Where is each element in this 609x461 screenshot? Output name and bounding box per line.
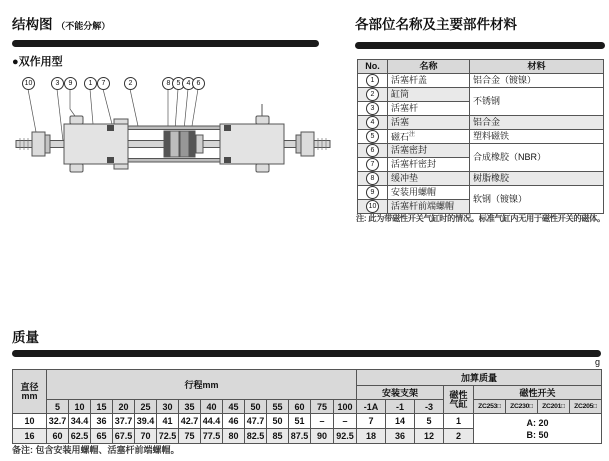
mass-value: 34.4 xyxy=(69,414,91,429)
part-no-1: 1 xyxy=(366,74,379,87)
part-no-3: 3 xyxy=(366,102,379,115)
cylinder-cross-section-diagram xyxy=(8,74,343,196)
switch-col-zc201: ZC201□ xyxy=(538,400,570,414)
table-row xyxy=(358,116,604,130)
cylinder-drawing xyxy=(8,74,343,196)
mass-value: 75 xyxy=(179,429,201,444)
part-material-9-10: 软钢（镀镍） xyxy=(470,186,604,214)
parts-material-table xyxy=(357,59,604,214)
part-name-4: 活塞 xyxy=(388,116,470,130)
stroke-col-20: 20 xyxy=(113,400,135,414)
parts-section-title xyxy=(355,13,517,33)
balloon-8: 8 xyxy=(162,77,175,90)
mass-value: 36 xyxy=(91,414,113,429)
mass-value: 87.5 xyxy=(289,429,311,444)
mass-unit-label: g xyxy=(594,357,600,367)
parts-header-row xyxy=(358,60,604,74)
stroke-col-10: 10 xyxy=(69,400,91,414)
part-name-10: 活塞杆前端螺帽 xyxy=(388,200,470,214)
mass-value: 80 xyxy=(223,429,245,444)
stroke-col-35: 35 xyxy=(179,400,201,414)
bracket-mass-value: 12 xyxy=(415,429,444,444)
balloon-9: 9 xyxy=(64,77,77,90)
mass-header-row-3 xyxy=(13,400,602,414)
stroke-col-55: 55 xyxy=(267,400,289,414)
stroke-col-5: 5 xyxy=(47,400,69,414)
part-name-3: 活塞杆 xyxy=(388,102,470,116)
bracket-mass-value: 5 xyxy=(415,414,444,429)
magnet-mass-value: 1 xyxy=(444,414,474,429)
mass-value: 32.7 xyxy=(47,414,69,429)
part-name-7: 活塞杆密封 xyxy=(388,158,470,172)
diameter-value: 16 xyxy=(13,429,47,444)
bracket-header: 安装支架 xyxy=(357,386,444,400)
mass-value: 67.5 xyxy=(113,429,135,444)
mass-title-text: 质量 xyxy=(12,330,39,345)
parts-col-material: 材料 xyxy=(470,60,604,74)
part-material-8: 树脂橡胶 xyxy=(470,172,604,186)
part-material-5: 塑料磁铁 xyxy=(470,130,604,144)
bracket-col-1: -1 xyxy=(386,400,415,414)
mass-value: 90 xyxy=(311,429,334,444)
bracket-mass-value: 36 xyxy=(386,429,415,444)
stroke-col-30: 30 xyxy=(157,400,179,414)
structure-title-bar xyxy=(12,40,319,47)
stroke-col-100: 100 xyxy=(334,400,357,414)
parts-table-note: 注: 此为带磁性开关气缸时的情况。标准气缸内无用于磁性开关的磁体。 xyxy=(356,214,605,223)
mass-value: 92.5 xyxy=(334,429,357,444)
bracket-mass-value: 7 xyxy=(357,414,386,429)
table-row xyxy=(358,130,604,144)
mass-value: 85 xyxy=(267,429,289,444)
stroke-col-15: 15 xyxy=(91,400,113,414)
structure-title-note: （不能分解） xyxy=(56,21,111,31)
mass-value: 50 xyxy=(267,414,289,429)
double-acting-type-label: ●双作用型 xyxy=(12,56,63,68)
mass-value: 82.5 xyxy=(245,429,267,444)
added-mass-header: 加算质量 xyxy=(357,370,602,386)
mass-value: 65 xyxy=(91,429,113,444)
switch-mass-values xyxy=(474,414,602,444)
mass-value: 47.7 xyxy=(245,414,267,429)
bracket-col-3: -3 xyxy=(415,400,444,414)
mass-value: 39.4 xyxy=(135,414,157,429)
balloon-7: 7 xyxy=(97,77,110,90)
magnet-cylinder-label-2: 气缸 xyxy=(449,398,468,409)
stroke-col-50: 50 xyxy=(245,400,267,414)
bracket-mass-value: 18 xyxy=(357,429,386,444)
stroke-col-45: 45 xyxy=(223,400,245,414)
switch-mass-b: B: 50 xyxy=(526,429,549,440)
part-no-5: 5 xyxy=(366,130,379,143)
mass-value: 70 xyxy=(135,429,157,444)
stroke-col-75: 75 xyxy=(311,400,334,414)
mass-value: 37.7 xyxy=(113,414,135,429)
stroke-col-60: 60 xyxy=(289,400,311,414)
mass-section-title xyxy=(12,326,39,346)
table-row xyxy=(358,88,604,102)
mass-title-bar xyxy=(12,350,601,357)
mass-value: 46 xyxy=(223,414,245,429)
diameter-value: 10 xyxy=(13,414,47,429)
diameter-unit: mm xyxy=(21,390,38,401)
structure-section-title xyxy=(12,13,110,33)
part-material-4: 铝合金 xyxy=(470,116,604,130)
part-no-9: 9 xyxy=(366,186,379,199)
bracket-mass-value: 14 xyxy=(386,414,415,429)
table-row xyxy=(358,186,604,200)
balloon-5: 5 xyxy=(172,77,185,90)
mass-value: – xyxy=(311,414,334,429)
part-name-5: 磁石 xyxy=(391,132,410,142)
mass-table xyxy=(12,369,602,444)
mass-value: 62.5 xyxy=(69,429,91,444)
part-name-8: 缓冲垫 xyxy=(388,172,470,186)
table-row xyxy=(358,144,604,158)
part-name-6: 活塞密封 xyxy=(388,144,470,158)
parts-col-name: 名称 xyxy=(388,60,470,74)
mass-header-row-1 xyxy=(13,370,602,386)
part-no-6: 6 xyxy=(366,144,379,157)
diameter-label: 直径 xyxy=(20,381,39,392)
parts-title-text: 各部位名称及主要部件材料 xyxy=(355,17,517,32)
bracket-col-1a: -1A xyxy=(357,400,386,414)
part-no-10: 10 xyxy=(366,200,379,213)
switch-mass-a: A: 20 xyxy=(526,417,549,428)
part-material-1: 铝合金（镀镍） xyxy=(470,74,604,88)
balloon-4: 4 xyxy=(182,77,195,90)
mass-value: 41 xyxy=(157,414,179,429)
stroke-col-40: 40 xyxy=(201,400,223,414)
part-no-8: 8 xyxy=(366,172,379,185)
part-name-1: 活塞杆盖 xyxy=(388,74,470,88)
parts-title-bar xyxy=(355,42,605,49)
mass-value: – xyxy=(334,414,357,429)
magnet-cylinder-label-1: 磁性 xyxy=(449,389,468,400)
balloon-1: 1 xyxy=(84,77,97,90)
mass-table-note: 备注: 包含安装用螺帽、活塞杆前端螺帽。 xyxy=(12,445,180,455)
mass-value: 77.5 xyxy=(201,429,223,444)
switch-header: 磁性开关 xyxy=(474,386,602,400)
stroke-header: 行程mm xyxy=(47,370,357,400)
switch-col-zc205: ZC205□ xyxy=(570,400,602,414)
table-row xyxy=(358,172,604,186)
switch-col-zc253: ZC253□ xyxy=(474,400,506,414)
switch-col-zc230: ZC230□ xyxy=(506,400,538,414)
table-row xyxy=(358,74,604,88)
mass-value: 60 xyxy=(47,429,69,444)
mass-value: 42.7 xyxy=(179,414,201,429)
part-no-7: 7 xyxy=(366,158,379,171)
balloon-6: 6 xyxy=(192,77,205,90)
magnet-mass-value: 2 xyxy=(444,429,474,444)
stroke-col-25: 25 xyxy=(135,400,157,414)
part-name-9: 安装用螺帽 xyxy=(388,186,470,200)
parts-col-no: No. xyxy=(358,60,388,74)
balloon-3: 3 xyxy=(51,77,64,90)
balloon-10: 10 xyxy=(22,77,35,90)
mass-value: 44.4 xyxy=(201,414,223,429)
part-material-2-3: 不锈钢 xyxy=(470,88,604,116)
mass-row-diameter-10 xyxy=(13,414,602,429)
part-no-2: 2 xyxy=(366,88,379,101)
balloon-2: 2 xyxy=(124,77,137,90)
mass-value: 51 xyxy=(289,414,311,429)
part-material-6-7: 合成橡胶（NBR） xyxy=(470,144,604,172)
mass-value: 72.5 xyxy=(157,429,179,444)
part-name-5-note-marker: 注 xyxy=(409,132,416,138)
part-no-4: 4 xyxy=(366,116,379,129)
structure-title-text: 结构图 xyxy=(12,17,53,32)
part-name-2: 缸筒 xyxy=(388,88,470,102)
